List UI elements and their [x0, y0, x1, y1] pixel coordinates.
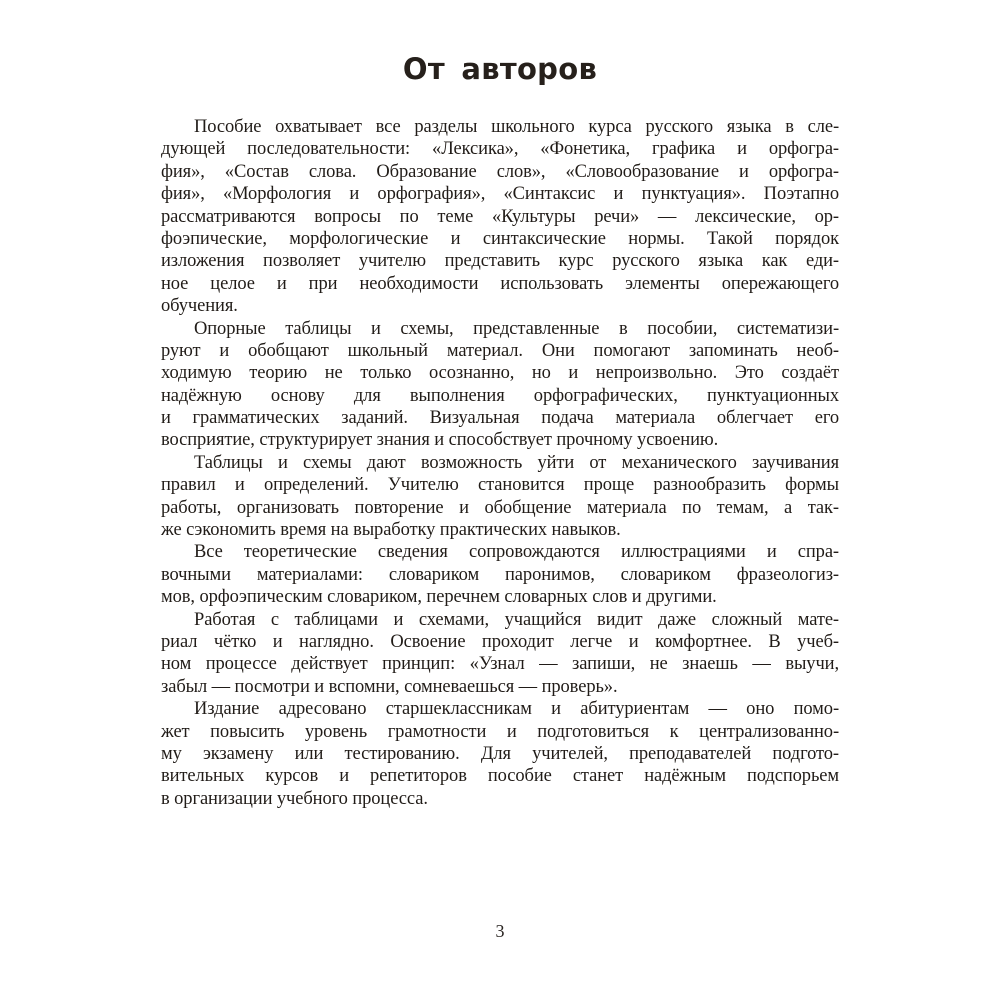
- text-line: надёжную основу для выполнения орфографических, пунктуационных: [161, 385, 839, 406]
- text-line: фоэпические, морфологические и синтаксические нормы. Такой порядок: [161, 228, 839, 249]
- text-line: и грамматических заданий. Визуальная подача материала облегчает его: [161, 408, 839, 429]
- text-line: работы, организовать повторение и обобщение материала по темам, а так-: [161, 497, 839, 518]
- text-line: в организации учебного процесса.: [161, 788, 428, 809]
- text-line: обучения.: [161, 296, 238, 317]
- paragraph: [161, 698, 839, 810]
- text-line: Все теоретические сведения сопровождаются иллюстрациями и спра-: [194, 542, 839, 563]
- text-line: вочными материалами: словариком паронимов, словариком фразеологиз-: [161, 564, 839, 585]
- text-line: Опорные таблицы и схемы, представленные в пособии, систематизи-: [194, 318, 839, 339]
- page-number: 3: [495, 921, 505, 941]
- text-line: дующей последовательности: «Лексика», «Фонетика, графика и орфогра-: [161, 139, 839, 160]
- text-line: Таблицы и схемы дают возможность уйти от механического заучивания: [194, 452, 839, 473]
- paragraph: [161, 609, 839, 699]
- text-line: рассматриваются вопросы по теме «Культуры речи» — лексические, ор-: [161, 206, 839, 227]
- text-line: изложения позволяет учителю представить курс русского языка как еди-: [161, 251, 839, 272]
- text-line: фия», «Состав слова. Образование слов», «Словообразование и орфогра-: [161, 161, 839, 182]
- text-line: восприятие, структурирует знания и способствует прочному усвоению.: [161, 430, 719, 451]
- text-line: мов, орфоэпическим словариком, перечнем словарных слов и другими.: [161, 587, 717, 608]
- text-line: ное целое и при необходимости использовать элементы опережающего: [161, 273, 839, 294]
- text-line: правил и определений. Учителю становится проще разнообразить формы: [161, 475, 839, 496]
- text-line: забыл — посмотри и вспомни, сомневаешься — проверь».: [161, 676, 618, 697]
- text-line: ном процессе действует принцип: «Узнал — запиши, не знаешь — выучи,: [161, 654, 839, 675]
- text-line: Издание адресовано старшеклассникам и абитуриентам — оно помо-: [194, 699, 839, 720]
- paragraph: [161, 318, 839, 452]
- page-title: От авторов: [402, 52, 598, 86]
- paragraph: [161, 541, 839, 608]
- paragraph: [161, 116, 839, 318]
- text-line: Пособие охватывает все разделы школьного курса русского языка в сле-: [194, 117, 839, 137]
- text-line: вительных курсов и репетиторов пособие станет надёжным подспорьем: [161, 766, 839, 787]
- text-line: же сэкономить время на выработку практических навыков.: [161, 520, 621, 541]
- text-line: жет повысить уровень грамотности и подготовиться к централизованно-: [161, 721, 839, 742]
- text-line: руют и обобщают школьный материал. Они помогают запоминать необ-: [161, 340, 839, 361]
- body-text: [161, 116, 839, 810]
- text-line: ходимую теорию не только осознанно, но и непроизвольно. Это создаёт: [161, 363, 839, 384]
- text-line: Работая с таблицами и схемами, учащийся видит даже сложный мате-: [194, 609, 839, 630]
- text-line: му экзамену или тестированию. Для учителей, преподавателей подгото-: [161, 743, 839, 764]
- text-line: фия», «Морфология и орфография», «Синтаксис и пунктуация». Поэтапно: [161, 184, 839, 205]
- paragraph: [161, 452, 839, 542]
- text-line: риал чётко и наглядно. Освоение проходит легче и комфортнее. В учеб-: [161, 631, 839, 652]
